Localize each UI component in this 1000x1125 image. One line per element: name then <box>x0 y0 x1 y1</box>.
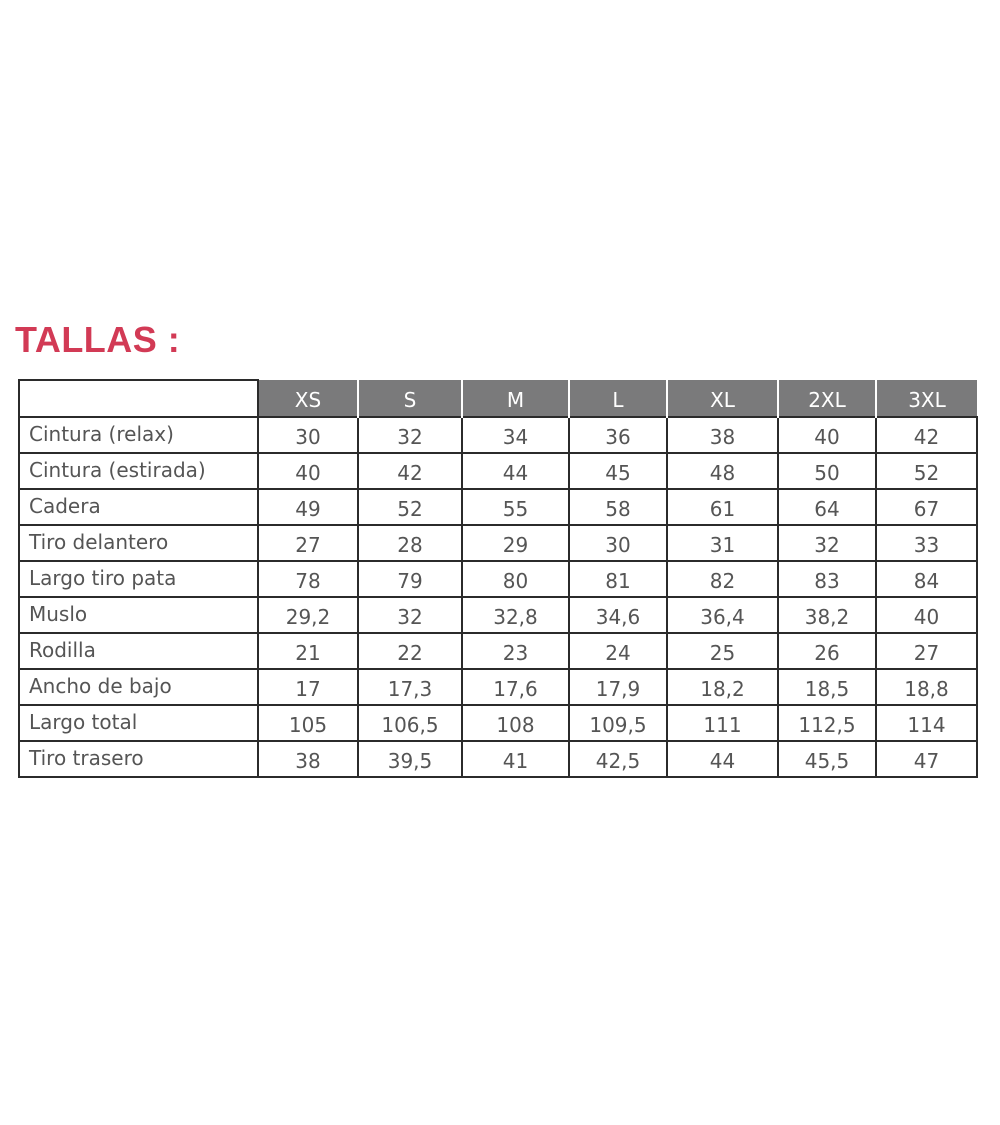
measurement-value: 38,2 <box>778 597 876 633</box>
measurement-value: 32 <box>358 417 462 453</box>
measurement-value: 32 <box>778 525 876 561</box>
measurement-label: Largo tiro pata <box>19 561 258 597</box>
measurement-value: 106,5 <box>358 705 462 741</box>
measurement-value: 49 <box>258 489 358 525</box>
measurement-value: 80 <box>462 561 569 597</box>
measurement-value: 67 <box>876 489 977 525</box>
measurement-value: 30 <box>258 417 358 453</box>
measurement-value: 64 <box>778 489 876 525</box>
measurement-value: 114 <box>876 705 977 741</box>
table-row <box>19 453 977 489</box>
measurement-value: 42 <box>876 417 977 453</box>
measurement-value: 42 <box>358 453 462 489</box>
table-row <box>19 669 977 705</box>
measurement-value: 82 <box>667 561 778 597</box>
measurement-value: 42,5 <box>569 741 667 777</box>
size-column-header: XL <box>667 380 778 417</box>
table-row <box>19 489 977 525</box>
measurement-value: 22 <box>358 633 462 669</box>
measurement-value: 17,9 <box>569 669 667 705</box>
table-row <box>19 525 977 561</box>
measurement-value: 44 <box>462 453 569 489</box>
measurement-value: 44 <box>667 741 778 777</box>
table-body <box>19 417 977 777</box>
header-corner-cell <box>19 380 258 417</box>
size-column-header: 2XL <box>778 380 876 417</box>
measurement-value: 27 <box>876 633 977 669</box>
table-row <box>19 597 977 633</box>
measurement-value: 33 <box>876 525 977 561</box>
measurement-value: 30 <box>569 525 667 561</box>
measurement-value: 83 <box>778 561 876 597</box>
page-title: TALLAS : <box>15 319 181 360</box>
measurement-label: Rodilla <box>19 633 258 669</box>
measurement-value: 40 <box>258 453 358 489</box>
measurement-value: 78 <box>258 561 358 597</box>
measurement-value: 109,5 <box>569 705 667 741</box>
measurement-value: 81 <box>569 561 667 597</box>
measurement-value: 40 <box>876 597 977 633</box>
table-header <box>19 380 977 417</box>
measurement-value: 24 <box>569 633 667 669</box>
measurement-value: 40 <box>778 417 876 453</box>
measurement-value: 112,5 <box>778 705 876 741</box>
size-column-header: XS <box>258 380 358 417</box>
measurement-label: Muslo <box>19 597 258 633</box>
measurement-value: 36,4 <box>667 597 778 633</box>
size-column-header: 3XL <box>876 380 977 417</box>
table-row <box>19 417 977 453</box>
measurement-value: 29 <box>462 525 569 561</box>
measurement-value: 23 <box>462 633 569 669</box>
measurement-value: 34,6 <box>569 597 667 633</box>
measurement-value: 84 <box>876 561 977 597</box>
size-column-header: S <box>358 380 462 417</box>
measurement-value: 55 <box>462 489 569 525</box>
measurement-value: 26 <box>778 633 876 669</box>
measurement-value: 52 <box>358 489 462 525</box>
measurement-value: 36 <box>569 417 667 453</box>
measurement-value: 17,6 <box>462 669 569 705</box>
measurement-value: 52 <box>876 453 977 489</box>
table-row <box>19 561 977 597</box>
measurement-value: 17,3 <box>358 669 462 705</box>
measurement-label: Cadera <box>19 489 258 525</box>
measurement-value: 61 <box>667 489 778 525</box>
measurement-label: Cintura (relax) <box>19 417 258 453</box>
measurement-value: 48 <box>667 453 778 489</box>
size-chart-table <box>18 379 978 778</box>
table-row <box>19 741 977 777</box>
measurement-value: 18,2 <box>667 669 778 705</box>
measurement-value: 58 <box>569 489 667 525</box>
measurement-value: 32 <box>358 597 462 633</box>
measurement-value: 27 <box>258 525 358 561</box>
measurement-label: Ancho de bajo <box>19 669 258 705</box>
header-row <box>19 380 977 417</box>
measurement-value: 111 <box>667 705 778 741</box>
measurement-value: 50 <box>778 453 876 489</box>
measurement-label: Tiro delantero <box>19 525 258 561</box>
measurement-value: 18,5 <box>778 669 876 705</box>
measurement-value: 31 <box>667 525 778 561</box>
measurement-value: 38 <box>258 741 358 777</box>
measurement-value: 29,2 <box>258 597 358 633</box>
measurement-value: 47 <box>876 741 977 777</box>
table-row <box>19 633 977 669</box>
measurement-value: 17 <box>258 669 358 705</box>
size-column-header: L <box>569 380 667 417</box>
measurement-value: 45 <box>569 453 667 489</box>
size-column-header: M <box>462 380 569 417</box>
measurement-value: 45,5 <box>778 741 876 777</box>
measurement-value: 21 <box>258 633 358 669</box>
measurement-value: 28 <box>358 525 462 561</box>
measurement-label: Largo total <box>19 705 258 741</box>
measurement-label: Cintura (estirada) <box>19 453 258 489</box>
measurement-value: 34 <box>462 417 569 453</box>
measurement-value: 108 <box>462 705 569 741</box>
measurement-value: 105 <box>258 705 358 741</box>
measurement-value: 41 <box>462 741 569 777</box>
measurement-value: 38 <box>667 417 778 453</box>
measurement-value: 32,8 <box>462 597 569 633</box>
table-row <box>19 705 977 741</box>
measurement-value: 18,8 <box>876 669 977 705</box>
measurement-value: 39,5 <box>358 741 462 777</box>
measurement-value: 79 <box>358 561 462 597</box>
measurement-value: 25 <box>667 633 778 669</box>
measurement-label: Tiro trasero <box>19 741 258 777</box>
